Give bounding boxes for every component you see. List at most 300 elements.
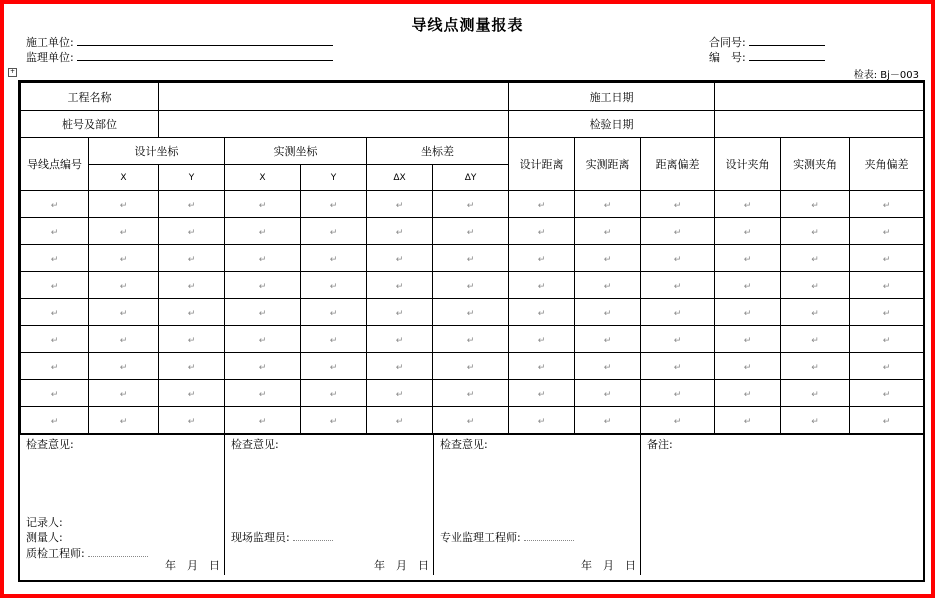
- paragraph-mark-icon: ↵: [811, 389, 819, 400]
- paragraph-mark-icon: ↵: [882, 362, 891, 373]
- paragraph-mark-icon: ↵: [811, 362, 819, 373]
- construction-unit-row: [26, 34, 333, 50]
- paragraph-mark-icon: ↵: [50, 389, 59, 400]
- col-design-angle: 设计夹角: [715, 138, 781, 191]
- report-title: 导线点测量报表: [411, 16, 524, 34]
- data-cell[interactable]: [715, 353, 781, 380]
- data-cell[interactable]: [850, 218, 924, 245]
- data-cell[interactable]: [159, 191, 225, 218]
- paragraph-mark-icon: ↵: [329, 416, 338, 427]
- data-cell[interactable]: [21, 326, 89, 353]
- opinion-label: 检查意见:: [440, 438, 488, 451]
- paragraph-mark-icon: ↵: [119, 281, 128, 292]
- table-row: [21, 326, 924, 353]
- paragraph-mark-icon: ↵: [811, 227, 819, 238]
- paragraph-mark-icon: ↵: [395, 308, 404, 319]
- data-cell[interactable]: [715, 380, 781, 407]
- paragraph-mark-icon: ↵: [329, 335, 338, 346]
- data-cell[interactable]: [21, 299, 89, 326]
- paragraph-mark-icon: ↵: [537, 335, 546, 346]
- paragraph-mark-icon: ↵: [882, 281, 891, 292]
- data-cell[interactable]: [781, 272, 850, 299]
- col-delta-y: ΔY: [433, 165, 509, 191]
- data-cell[interactable]: [781, 407, 850, 434]
- data-cell[interactable]: [159, 380, 225, 407]
- data-cell[interactable]: [225, 218, 301, 245]
- data-cell[interactable]: [225, 353, 301, 380]
- paragraph-mark-icon: ↵: [50, 335, 59, 346]
- col-measured-angle: 实测夹角: [781, 138, 850, 191]
- project-name-label: 工程名称: [21, 83, 159, 111]
- col-measured-x: X: [225, 165, 301, 191]
- paragraph-mark-icon: ↵: [258, 227, 267, 238]
- project-name-value[interactable]: [159, 83, 509, 111]
- paragraph-mark-icon: ↵: [187, 389, 196, 400]
- data-cell[interactable]: [575, 272, 641, 299]
- paragraph-mark-icon: ↵: [50, 416, 59, 427]
- data-cell[interactable]: [159, 299, 225, 326]
- data-cell[interactable]: [509, 326, 575, 353]
- data-cell[interactable]: [433, 245, 509, 272]
- construction-unit-label: 施工单位:: [26, 36, 74, 49]
- data-cell[interactable]: [641, 272, 715, 299]
- data-cell[interactable]: [225, 272, 301, 299]
- inspection-date-label: 检验日期: [509, 111, 715, 138]
- data-cell[interactable]: [575, 353, 641, 380]
- paragraph-mark-icon: ↵: [395, 416, 404, 427]
- serial-no-field[interactable]: [749, 50, 825, 61]
- paragraph-mark-icon: ↵: [119, 308, 128, 319]
- data-cell[interactable]: [850, 191, 924, 218]
- data-cell[interactable]: [225, 245, 301, 272]
- paragraph-mark-icon: ↵: [466, 200, 475, 211]
- paragraph-mark-icon: ↵: [673, 227, 682, 238]
- paragraph-mark-icon: ↵: [673, 281, 682, 292]
- data-cell[interactable]: [159, 326, 225, 353]
- data-cell[interactable]: [21, 218, 89, 245]
- data-cell[interactable]: [433, 272, 509, 299]
- paragraph-mark-icon: ↵: [603, 254, 612, 265]
- paragraph-mark-icon: ↵: [395, 335, 404, 346]
- paragraph-mark-icon: ↵: [673, 200, 682, 211]
- data-rows: [21, 191, 924, 434]
- data-cell[interactable]: [21, 407, 89, 434]
- supervision-unit-label: 监理单位:: [26, 51, 74, 64]
- data-cell[interactable]: [21, 191, 89, 218]
- paragraph-mark-icon: ↵: [258, 389, 267, 400]
- col-delta-x: ΔX: [367, 165, 433, 191]
- specialist-engineer-label: 专业监理工程师:: [440, 531, 521, 544]
- paragraph-mark-icon: ↵: [603, 281, 612, 292]
- paragraph-mark-icon: ↵: [50, 227, 59, 238]
- paragraph-mark-icon: ↵: [187, 227, 196, 238]
- data-cell[interactable]: [89, 353, 159, 380]
- data-cell[interactable]: [433, 353, 509, 380]
- paragraph-mark-icon: ↵: [329, 362, 338, 373]
- data-cell[interactable]: [89, 245, 159, 272]
- report-table-frame: [18, 80, 925, 582]
- paragraph-mark-icon: ↵: [119, 362, 128, 373]
- data-cell[interactable]: [21, 272, 89, 299]
- recorder-label: 记录人:: [26, 515, 63, 529]
- paragraph-mark-icon: ↵: [811, 416, 819, 427]
- data-cell[interactable]: [715, 407, 781, 434]
- date-line: 年 月 日: [581, 559, 636, 572]
- paragraph-mark-icon: ↵: [466, 416, 475, 427]
- data-cell[interactable]: [225, 191, 301, 218]
- data-cell[interactable]: [301, 272, 367, 299]
- paragraph-mark-icon: ↵: [743, 254, 752, 265]
- data-cell[interactable]: [781, 353, 850, 380]
- date-line: 年 月 日: [165, 559, 220, 572]
- data-cell[interactable]: [509, 191, 575, 218]
- qc-engineer-field[interactable]: [88, 546, 148, 557]
- paragraph-mark-icon: ↵: [537, 389, 546, 400]
- paragraph-mark-icon: ↵: [466, 335, 475, 346]
- paragraph-mark-icon: ↵: [673, 389, 682, 400]
- paragraph-mark-icon: ↵: [882, 389, 891, 400]
- paragraph-mark-icon: ↵: [743, 335, 752, 346]
- paragraph-mark-icon: ↵: [603, 335, 612, 346]
- col-point-no: 导线点编号: [21, 138, 89, 191]
- data-cell[interactable]: [367, 218, 433, 245]
- paragraph-mark-icon: ↵: [466, 281, 475, 292]
- paragraph-mark-icon: ↵: [395, 389, 404, 400]
- paragraph-mark-icon: ↵: [258, 281, 267, 292]
- paragraph-mark-icon: ↵: [50, 362, 59, 373]
- paragraph-mark-icon: ↵: [673, 254, 682, 265]
- paragraph-mark-icon: ↵: [603, 200, 612, 211]
- data-cell[interactable]: [89, 299, 159, 326]
- report-page: [4, 4, 931, 594]
- paragraph-mark-icon: ↵: [537, 281, 546, 292]
- data-cell[interactable]: [850, 245, 924, 272]
- data-cell[interactable]: [850, 380, 924, 407]
- data-cell[interactable]: [781, 245, 850, 272]
- paragraph-mark-icon: ↵: [466, 362, 475, 373]
- signoff-contractor: [20, 435, 225, 575]
- stake-value[interactable]: [159, 111, 509, 138]
- data-cell[interactable]: [301, 353, 367, 380]
- paragraph-mark-icon: ↵: [187, 200, 196, 211]
- data-cell[interactable]: [225, 407, 301, 434]
- paragraph-mark-icon: ↵: [466, 308, 475, 319]
- data-cell[interactable]: [715, 191, 781, 218]
- paragraph-mark-icon: ↵: [50, 308, 59, 319]
- data-cell[interactable]: [89, 218, 159, 245]
- paragraph-mark-icon: ↵: [329, 281, 338, 292]
- inspection-date-value[interactable]: [715, 111, 924, 138]
- opinion-label: 检查意见:: [231, 438, 279, 451]
- paragraph-mark-icon: ↵: [258, 254, 267, 265]
- col-measured-y: Y: [301, 165, 367, 191]
- table-row: [21, 191, 924, 218]
- data-cell[interactable]: [301, 191, 367, 218]
- col-measured-distance: 实测距离: [575, 138, 641, 191]
- signoff-remarks: [641, 435, 923, 575]
- data-cell[interactable]: [21, 380, 89, 407]
- date-line: 年 月 日: [374, 559, 429, 572]
- paragraph-mark-icon: ↵: [395, 281, 404, 292]
- paragraph-mark-icon: ↵: [329, 389, 338, 400]
- data-cell[interactable]: [575, 218, 641, 245]
- col-angle-deviation: 夹角偏差: [850, 138, 924, 191]
- table-move-handle-icon[interactable]: +: [9, 68, 16, 75]
- data-cell[interactable]: [850, 326, 924, 353]
- data-cell[interactable]: [21, 353, 89, 380]
- data-cell[interactable]: [850, 299, 924, 326]
- paragraph-mark-icon: ↵: [50, 200, 59, 211]
- paragraph-mark-icon: ↵: [119, 254, 128, 265]
- specialist-engineer-row: [440, 530, 634, 546]
- data-cell[interactable]: [715, 299, 781, 326]
- data-cell[interactable]: [850, 353, 924, 380]
- data-cell[interactable]: [301, 380, 367, 407]
- data-cell[interactable]: [641, 380, 715, 407]
- site-supervisor-field[interactable]: [293, 530, 333, 541]
- data-cell[interactable]: [225, 299, 301, 326]
- table-row: [21, 272, 924, 299]
- form-code: 检表: Bj－003: [853, 70, 919, 81]
- paragraph-mark-icon: ↵: [329, 308, 338, 319]
- paragraph-mark-icon: ↵: [743, 389, 752, 400]
- qc-engineer-label: 质检工程师:: [26, 546, 85, 560]
- paragraph-mark-icon: ↵: [258, 200, 267, 211]
- data-cell[interactable]: [367, 407, 433, 434]
- data-cell[interactable]: [433, 299, 509, 326]
- paragraph-mark-icon: ↵: [603, 227, 612, 238]
- paragraph-mark-icon: ↵: [187, 335, 196, 346]
- contract-no-label: 合同号:: [709, 36, 746, 49]
- data-cell[interactable]: [159, 353, 225, 380]
- table-row: [21, 218, 924, 245]
- paragraph-mark-icon: ↵: [537, 200, 546, 211]
- paragraph-mark-icon: ↵: [329, 254, 338, 265]
- paragraph-mark-icon: ↵: [811, 200, 819, 211]
- table-row: [21, 380, 924, 407]
- paragraph-mark-icon: ↵: [811, 281, 819, 292]
- data-cell[interactable]: [433, 191, 509, 218]
- construction-date-value[interactable]: [715, 83, 924, 111]
- paragraph-mark-icon: ↵: [743, 362, 752, 373]
- table-row: [21, 299, 924, 326]
- serial-no-row: [709, 49, 825, 65]
- paragraph-mark-icon: ↵: [395, 254, 404, 265]
- data-cell[interactable]: [509, 299, 575, 326]
- paragraph-mark-icon: ↵: [395, 362, 404, 373]
- paragraph-mark-icon: ↵: [673, 416, 682, 427]
- contract-no-field[interactable]: [749, 35, 825, 46]
- opinion-label: 检查意见:: [26, 438, 74, 451]
- data-cell[interactable]: [575, 245, 641, 272]
- paragraph-mark-icon: ↵: [882, 335, 891, 346]
- paragraph-mark-icon: ↵: [537, 254, 546, 265]
- data-cell[interactable]: [225, 380, 301, 407]
- data-cell[interactable]: [433, 218, 509, 245]
- paragraph-mark-icon: ↵: [395, 227, 404, 238]
- data-cell[interactable]: [367, 326, 433, 353]
- data-cell[interactable]: [367, 380, 433, 407]
- data-cell[interactable]: [715, 272, 781, 299]
- data-cell[interactable]: [367, 272, 433, 299]
- data-cell[interactable]: [433, 326, 509, 353]
- data-cell[interactable]: [509, 353, 575, 380]
- paragraph-mark-icon: ↵: [537, 362, 546, 373]
- data-cell[interactable]: [301, 299, 367, 326]
- paragraph-mark-icon: ↵: [743, 416, 752, 427]
- remarks-label: 备注:: [647, 438, 673, 451]
- paragraph-mark-icon: ↵: [466, 389, 475, 400]
- data-cell[interactable]: [225, 326, 301, 353]
- col-design-y: Y: [159, 165, 225, 191]
- paragraph-mark-icon: ↵: [50, 254, 59, 265]
- data-cell[interactable]: [301, 326, 367, 353]
- paragraph-mark-icon: ↵: [258, 416, 267, 427]
- supervision-unit-row: [26, 49, 333, 65]
- data-cell[interactable]: [575, 191, 641, 218]
- paragraph-mark-icon: ↵: [882, 200, 891, 211]
- data-cell[interactable]: [781, 299, 850, 326]
- data-cell[interactable]: [21, 245, 89, 272]
- data-cell[interactable]: [159, 218, 225, 245]
- paragraph-mark-icon: ↵: [882, 254, 891, 265]
- data-cell[interactable]: [367, 353, 433, 380]
- data-cell[interactable]: [715, 326, 781, 353]
- paragraph-mark-icon: ↵: [119, 335, 128, 346]
- construction-unit-field[interactable]: [77, 35, 333, 46]
- col-measured-coord: 实测坐标: [225, 138, 367, 165]
- paragraph-mark-icon: ↵: [603, 389, 612, 400]
- data-cell[interactable]: [641, 191, 715, 218]
- signoff-site-supervisor: [225, 435, 434, 575]
- data-cell[interactable]: [781, 191, 850, 218]
- signoff-specialist-engineer: [434, 435, 641, 575]
- table-row: [21, 407, 924, 434]
- paragraph-mark-icon: ↵: [537, 416, 546, 427]
- paragraph-mark-icon: ↵: [329, 227, 338, 238]
- data-cell[interactable]: [89, 380, 159, 407]
- site-supervisor-label: 现场监理员:: [231, 531, 290, 544]
- paragraph-mark-icon: ↵: [743, 281, 752, 292]
- data-cell[interactable]: [781, 326, 850, 353]
- data-cell[interactable]: [850, 272, 924, 299]
- data-cell[interactable]: [641, 218, 715, 245]
- paragraph-mark-icon: ↵: [603, 362, 612, 373]
- data-cell[interactable]: [715, 245, 781, 272]
- paragraph-mark-icon: ↵: [811, 254, 819, 265]
- signoff-section: [20, 434, 923, 575]
- paragraph-mark-icon: ↵: [882, 416, 891, 427]
- paragraph-mark-icon: ↵: [673, 308, 682, 319]
- data-cell[interactable]: [159, 407, 225, 434]
- col-distance-deviation: 距离偏差: [641, 138, 715, 191]
- data-cell[interactable]: [509, 218, 575, 245]
- data-cell[interactable]: [641, 299, 715, 326]
- paragraph-mark-icon: ↵: [466, 227, 475, 238]
- paragraph-mark-icon: ↵: [119, 227, 128, 238]
- paragraph-mark-icon: ↵: [187, 416, 196, 427]
- paragraph-mark-icon: ↵: [187, 362, 196, 373]
- col-design-coord: 设计坐标: [89, 138, 225, 165]
- data-cell[interactable]: [781, 218, 850, 245]
- supervision-unit-field[interactable]: [77, 50, 333, 61]
- paragraph-mark-icon: ↵: [258, 362, 267, 373]
- paragraph-mark-icon: ↵: [329, 200, 338, 211]
- paragraph-mark-icon: ↵: [119, 200, 128, 211]
- data-cell[interactable]: [301, 407, 367, 434]
- data-cell[interactable]: [89, 407, 159, 434]
- paragraph-mark-icon: ↵: [882, 308, 891, 319]
- paragraph-mark-icon: ↵: [603, 416, 612, 427]
- col-coord-diff: 坐标差: [367, 138, 509, 165]
- paragraph-mark-icon: ↵: [50, 281, 59, 292]
- site-supervisor-row: [231, 530, 427, 546]
- data-cell[interactable]: [301, 218, 367, 245]
- data-cell[interactable]: [641, 407, 715, 434]
- data-cell[interactable]: [433, 380, 509, 407]
- data-cell[interactable]: [89, 326, 159, 353]
- paragraph-mark-icon: ↵: [187, 308, 196, 319]
- data-cell[interactable]: [159, 272, 225, 299]
- surveyor-label: 测量人:: [26, 531, 63, 544]
- data-cell[interactable]: [575, 299, 641, 326]
- data-cell[interactable]: [509, 407, 575, 434]
- paragraph-mark-icon: ↵: [395, 200, 404, 211]
- data-cell[interactable]: [301, 245, 367, 272]
- data-cell[interactable]: [781, 380, 850, 407]
- paragraph-mark-icon: ↵: [466, 254, 475, 265]
- paragraph-mark-icon: ↵: [258, 308, 267, 319]
- report-table: [20, 82, 924, 434]
- paragraph-mark-icon: ↵: [603, 308, 612, 319]
- data-cell[interactable]: [367, 245, 433, 272]
- paragraph-mark-icon: ↵: [811, 335, 819, 346]
- data-cell[interactable]: [159, 245, 225, 272]
- data-cell[interactable]: [575, 326, 641, 353]
- data-cell[interactable]: [509, 380, 575, 407]
- paragraph-mark-icon: ↵: [187, 254, 196, 265]
- col-design-distance: 设计距离: [509, 138, 575, 191]
- paragraph-mark-icon: ↵: [187, 281, 196, 292]
- data-cell[interactable]: [509, 272, 575, 299]
- paragraph-mark-icon: ↵: [882, 227, 891, 238]
- data-cell[interactable]: [575, 407, 641, 434]
- paragraph-mark-icon: ↵: [119, 389, 128, 400]
- stake-label: 桩号及部位: [21, 111, 159, 138]
- data-cell[interactable]: [575, 380, 641, 407]
- data-cell[interactable]: [433, 407, 509, 434]
- paragraph-mark-icon: ↵: [811, 308, 819, 319]
- table-row: [21, 245, 924, 272]
- serial-no-label: 编 号:: [709, 51, 746, 64]
- construction-date-label: 施工日期: [509, 83, 715, 111]
- data-cell[interactable]: [641, 245, 715, 272]
- table-row: [21, 353, 924, 380]
- specialist-engineer-field[interactable]: [524, 530, 574, 541]
- data-cell[interactable]: [641, 326, 715, 353]
- data-cell[interactable]: [89, 272, 159, 299]
- data-cell[interactable]: [509, 245, 575, 272]
- data-cell[interactable]: [367, 191, 433, 218]
- paragraph-mark-icon: ↵: [673, 335, 682, 346]
- data-cell[interactable]: [715, 218, 781, 245]
- data-cell[interactable]: [850, 407, 924, 434]
- paragraph-mark-icon: ↵: [119, 416, 128, 427]
- data-cell[interactable]: [367, 299, 433, 326]
- paragraph-mark-icon: ↵: [743, 308, 752, 319]
- data-cell[interactable]: [89, 191, 159, 218]
- data-cell[interactable]: [641, 353, 715, 380]
